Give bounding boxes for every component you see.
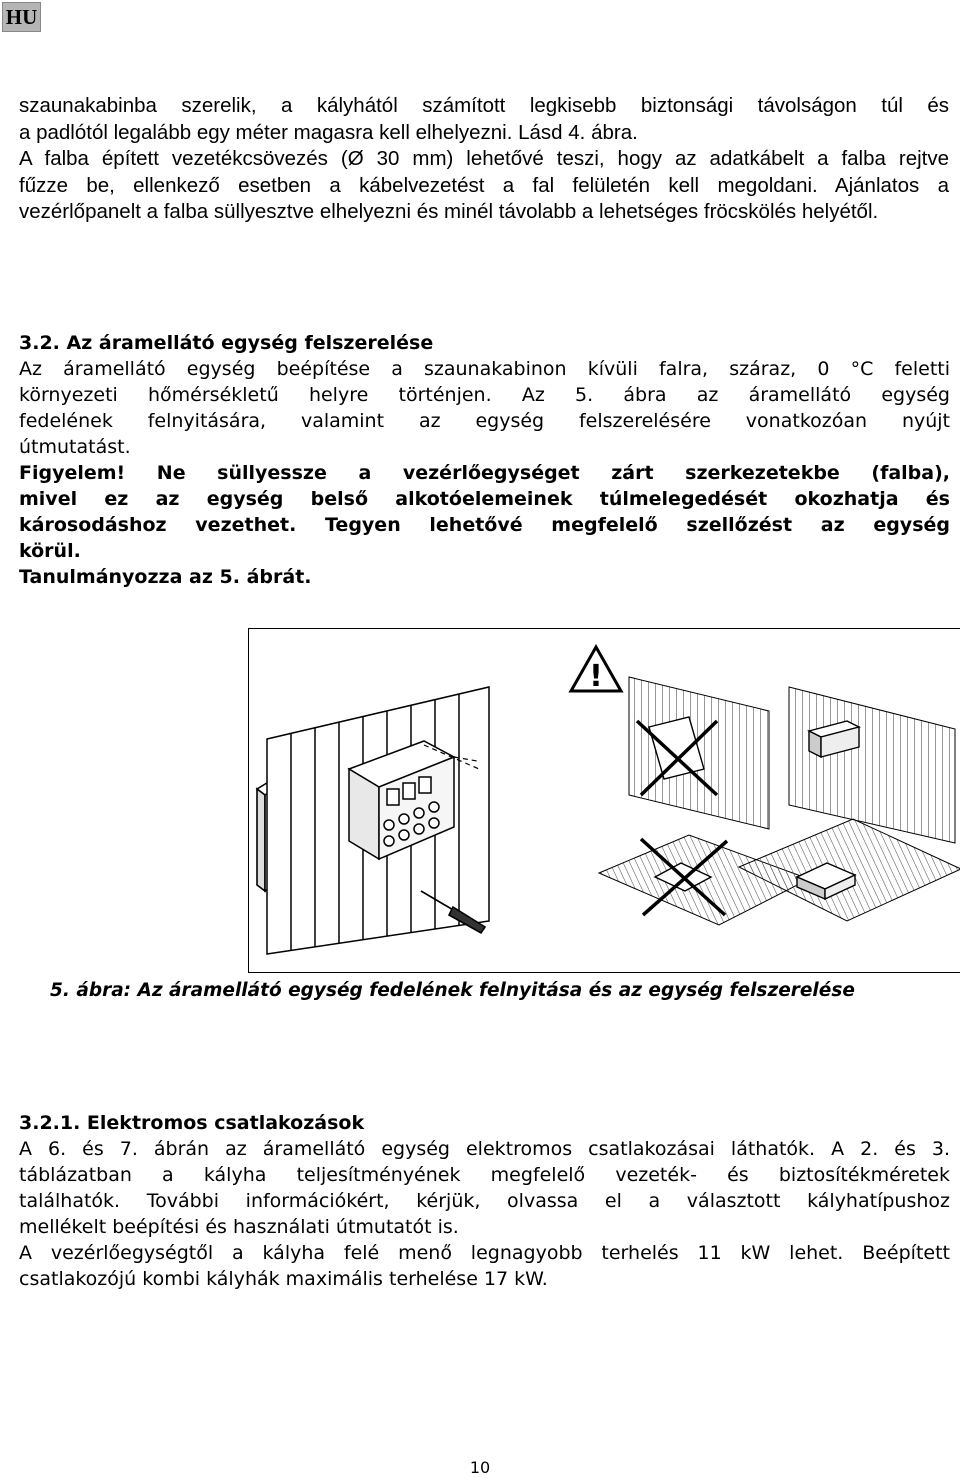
warning-line: Figyelem! Ne süllyessze a vezérlőegységet zárt szerkezetekbe (falba),: [19, 462, 950, 484]
warning-icon: [571, 647, 621, 694]
intro-line: a padlótól legalább egy méter magasra kell elhelyezni. Lásd 4. ábra.: [19, 120, 638, 144]
wall-recessed-wrong: [629, 677, 769, 829]
page-number: 10: [469, 1458, 491, 1477]
figure-caption: 5. ábra: Az áramellátó egység fedelének felnyitása és az egység felszerelése: [50, 980, 855, 1001]
body-line: csatlakozójú kombi kályhák maximális terhelése 17 kW.: [19, 1268, 548, 1290]
warning-line: körül.: [19, 540, 81, 562]
section-3-2-1: [19, 1110, 950, 1292]
body-line: Az áramellátó egység beépítése a szaunakabinon kívüli falra, száraz, 0 °C feletti: [19, 358, 950, 380]
intro-line: A falba épített vezetékcsövezés (Ø 30 mm) lehetővé teszi, hogy az adatkábelt a falba rejtve: [19, 147, 949, 170]
warning-line: károsodáshoz vezethet. Tegyen lehetővé megfelelő szellőzést az egység: [19, 514, 950, 536]
body-line: találhatók. További információkért, kérjük, olvassa el a választott kályhatípushoz: [19, 1190, 950, 1212]
body-line: környezeti hőmérsékletű helyre történjen. Az 5. ábra az áramellátó egység: [19, 384, 950, 406]
section-3-2: [19, 330, 950, 590]
intro-line: vezérlőpanelt a falba süllyesztve elhelyezni és minél távolabb a lehetséges fröcskölés helyétől.: [19, 200, 879, 223]
svg-text:!: !: [589, 659, 603, 694]
intro-paragraph: [19, 93, 949, 226]
body-line: A 6. és 7. ábrán az áramellátó egység elektromos csatlakozásai láthatók. A 2. és 3.: [19, 1138, 950, 1160]
wall-surface-mount-ok: [789, 687, 955, 843]
body-line: útmutatást.: [19, 436, 131, 458]
body-line: mellékelt beépítési és használati útmutatót is.: [19, 1216, 459, 1238]
language-badge: HU: [2, 2, 41, 32]
body-line: A vezérlőegységtől a kályha felé menő legnagyobb terhelés 11 kW lehet. Beépített: [19, 1242, 950, 1264]
section-heading: 3.2. Az áramellátó egység felszerelése: [19, 332, 434, 354]
warning-line: Tanulmányozza az 5. ábrát.: [19, 566, 312, 588]
intro-line: szaunakabinba szerelik, a kályhától számított legkisebb biztonsági távolságon túl és: [19, 94, 949, 117]
body-line: fedelének felnyitására, valamint az egység felszerelésére vonatkozóan nyújt: [19, 410, 950, 432]
intro-line: fűzze be, ellenkező esetben a kábelvezetést a fal felületén kell megoldani. Ajánlatos a: [19, 173, 949, 197]
section-heading: 3.2.1. Elektromos csatlakozások: [19, 1112, 365, 1134]
body-line: táblázatban a kályha teljesítményének megfelelő vezeték- és biztosítékméretek: [19, 1164, 950, 1186]
warning-line: mivel ez az egység belső alkotóelemeinek túlmelegedését okozhatja és: [19, 488, 950, 510]
figure-5: [248, 628, 960, 973]
installation-illustration: [249, 629, 960, 972]
